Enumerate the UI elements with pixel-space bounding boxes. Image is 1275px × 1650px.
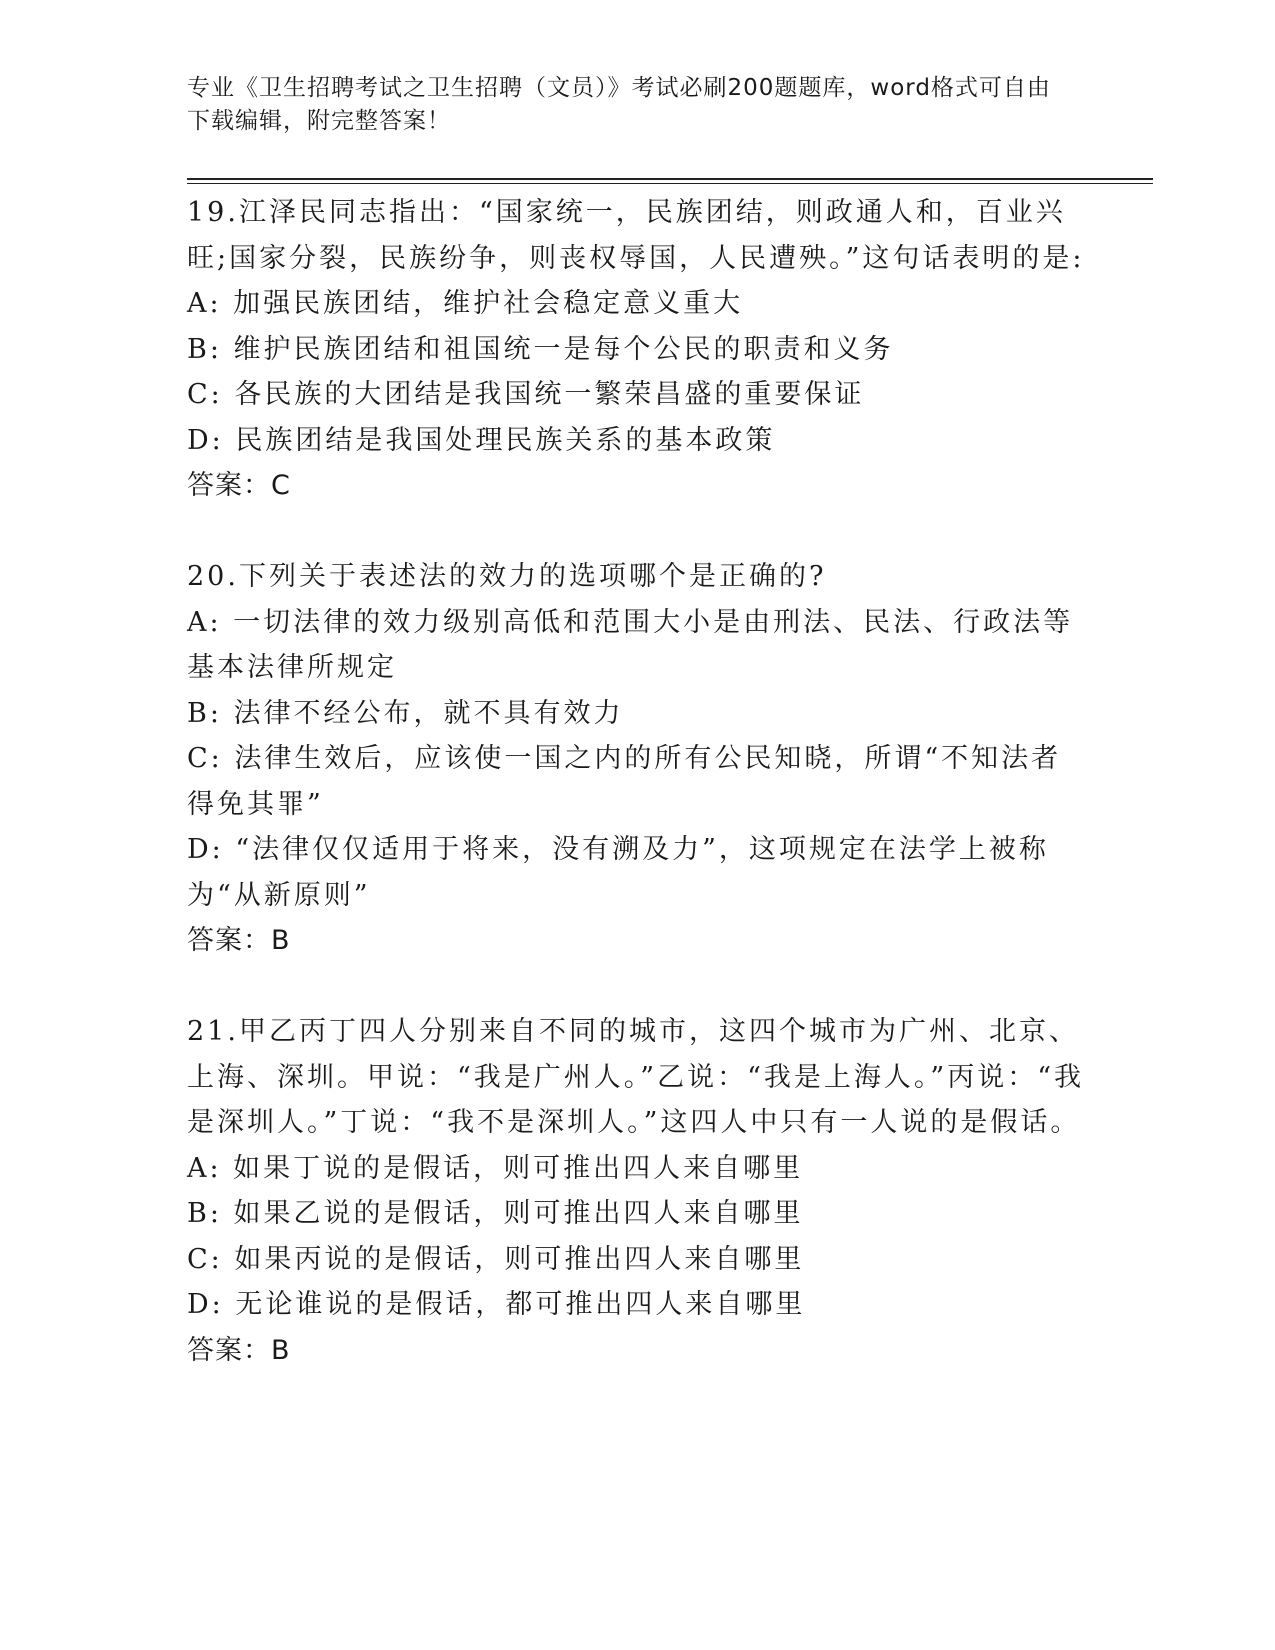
option-b: B: 如果乙说的是假话，则可推出四人来自哪里 bbox=[187, 1198, 804, 1229]
option-b: B: 法律不经公布，就不具有效力 bbox=[187, 697, 624, 729]
option-a: A: 加强民族团结，维护社会稳定意义重大 bbox=[187, 288, 744, 319]
option-b: B: 维护民族团结和祖国统一是每个公民的职责和义务 bbox=[187, 333, 894, 365]
question-spacer bbox=[187, 964, 1087, 1010]
option-a: A: 一切法律的效力级别高低和范围大小是由刑法、民法、行政法等基本法律所规定 bbox=[187, 606, 1074, 683]
option-c: C: 各民族的大团结是我国统一繁荣昌盛的重要保证 bbox=[187, 379, 865, 410]
option-d: D: “法律仅仅适用于将来，没有溯及力”，这项规定在法学上被称为“从新原则” bbox=[187, 834, 1049, 911]
question-block bbox=[187, 1009, 1087, 1373]
option-c: C: 法律生效后，应该使一国之内的所有公民知晓，所谓“不知法者得免其罪” bbox=[187, 743, 1062, 820]
question-stem: 19.江泽民同志指出：“国家统一，民族团结，则政通人和，百业兴旺;国家分裂，民族纷争，则丧权辱国，人民遭殃。”这句话表明的是: bbox=[187, 197, 1085, 274]
question-list bbox=[187, 190, 1087, 1373]
question-block bbox=[187, 190, 1087, 509]
header-divider-thin bbox=[187, 183, 1153, 184]
option-c: C: 如果丙说的是假话，则可推出四人来自哪里 bbox=[187, 1243, 805, 1275]
question-stem: 20.下列关于表述法的效力的选项哪个是正确的? bbox=[187, 561, 827, 592]
document-header: 专业《卫生招聘考试之卫生招聘（文员）》考试必刷200题题库，word格式可自由下载编辑，附完整答案！ bbox=[187, 75, 1051, 134]
question-spacer bbox=[187, 509, 1087, 555]
question-block bbox=[187, 554, 1087, 964]
question-stem: 21.甲乙丙丁四人分别来自不同的城市，这四个城市为广州、北京、上海、深圳。甲说：“我是广州人。”乙说：“我是上海人。”丙说：“我是深圳人。”丁说：“我不是深圳人。”这四人中只有一人说的是假话。 bbox=[187, 1016, 1085, 1138]
option-a: A: 如果丁说的是假话，则可推出四人来自哪里 bbox=[187, 1152, 804, 1184]
option-d: D: 无论谁说的是假话，都可推出四人来自哪里 bbox=[187, 1289, 806, 1320]
answer-text: 答案：B bbox=[187, 925, 291, 956]
answer-text: 答案：C bbox=[187, 470, 291, 501]
header-divider-thick bbox=[187, 178, 1153, 180]
answer-text: 答案：B bbox=[187, 1334, 291, 1366]
option-d: D: 民族团结是我国处理民族关系的基本政策 bbox=[187, 424, 776, 456]
